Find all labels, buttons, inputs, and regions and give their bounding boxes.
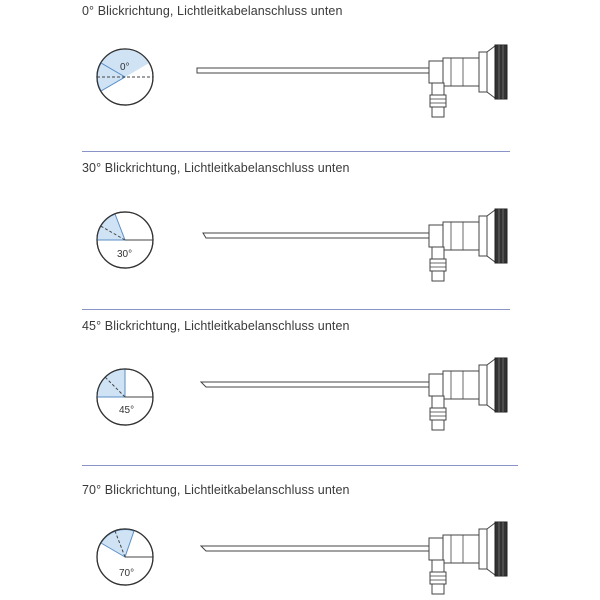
viewing-angle-circle (97, 212, 153, 268)
section-heading: 0° Blickrichtung, Lichtleitkabelanschluss unten (82, 4, 343, 18)
section-45deg (0, 319, 600, 469)
angle-label: 30° (117, 249, 133, 260)
angle-label: 45° (119, 405, 135, 416)
endoscope-shaft (201, 382, 429, 387)
light-cable-connector (430, 83, 446, 117)
viewing-angle-circle (97, 529, 153, 585)
light-cable-connector (430, 560, 446, 594)
endoscope-diagram (0, 483, 600, 600)
viewing-angle-circle (97, 49, 153, 105)
endoscope-shaft (197, 68, 429, 73)
section-divider (82, 465, 518, 466)
endoscope-shaft (201, 546, 429, 551)
section-0deg (0, 4, 600, 154)
section-heading: 70° Blickrichtung, Lichtleitkabelanschluss unten (82, 483, 350, 497)
endoscope-diagram (0, 319, 600, 469)
section-heading: 45° Blickrichtung, Lichtleitkabelanschluss unten (82, 319, 350, 333)
section-divider (82, 151, 510, 152)
angle-label: 0° (120, 62, 130, 73)
section-heading: 30° Blickrichtung, Lichtleitkabelanschluss unten (82, 161, 350, 175)
viewing-angle-circle (97, 369, 153, 425)
section-30deg (0, 161, 600, 311)
section-divider (82, 309, 510, 310)
endoscope-diagram (0, 161, 600, 311)
section-70deg (0, 483, 600, 600)
endoscope-shaft (203, 233, 429, 238)
light-cable-connector (430, 247, 446, 281)
endoscope-diagram (0, 4, 600, 154)
angle-label: 70° (119, 568, 135, 579)
light-cable-connector (430, 396, 446, 430)
